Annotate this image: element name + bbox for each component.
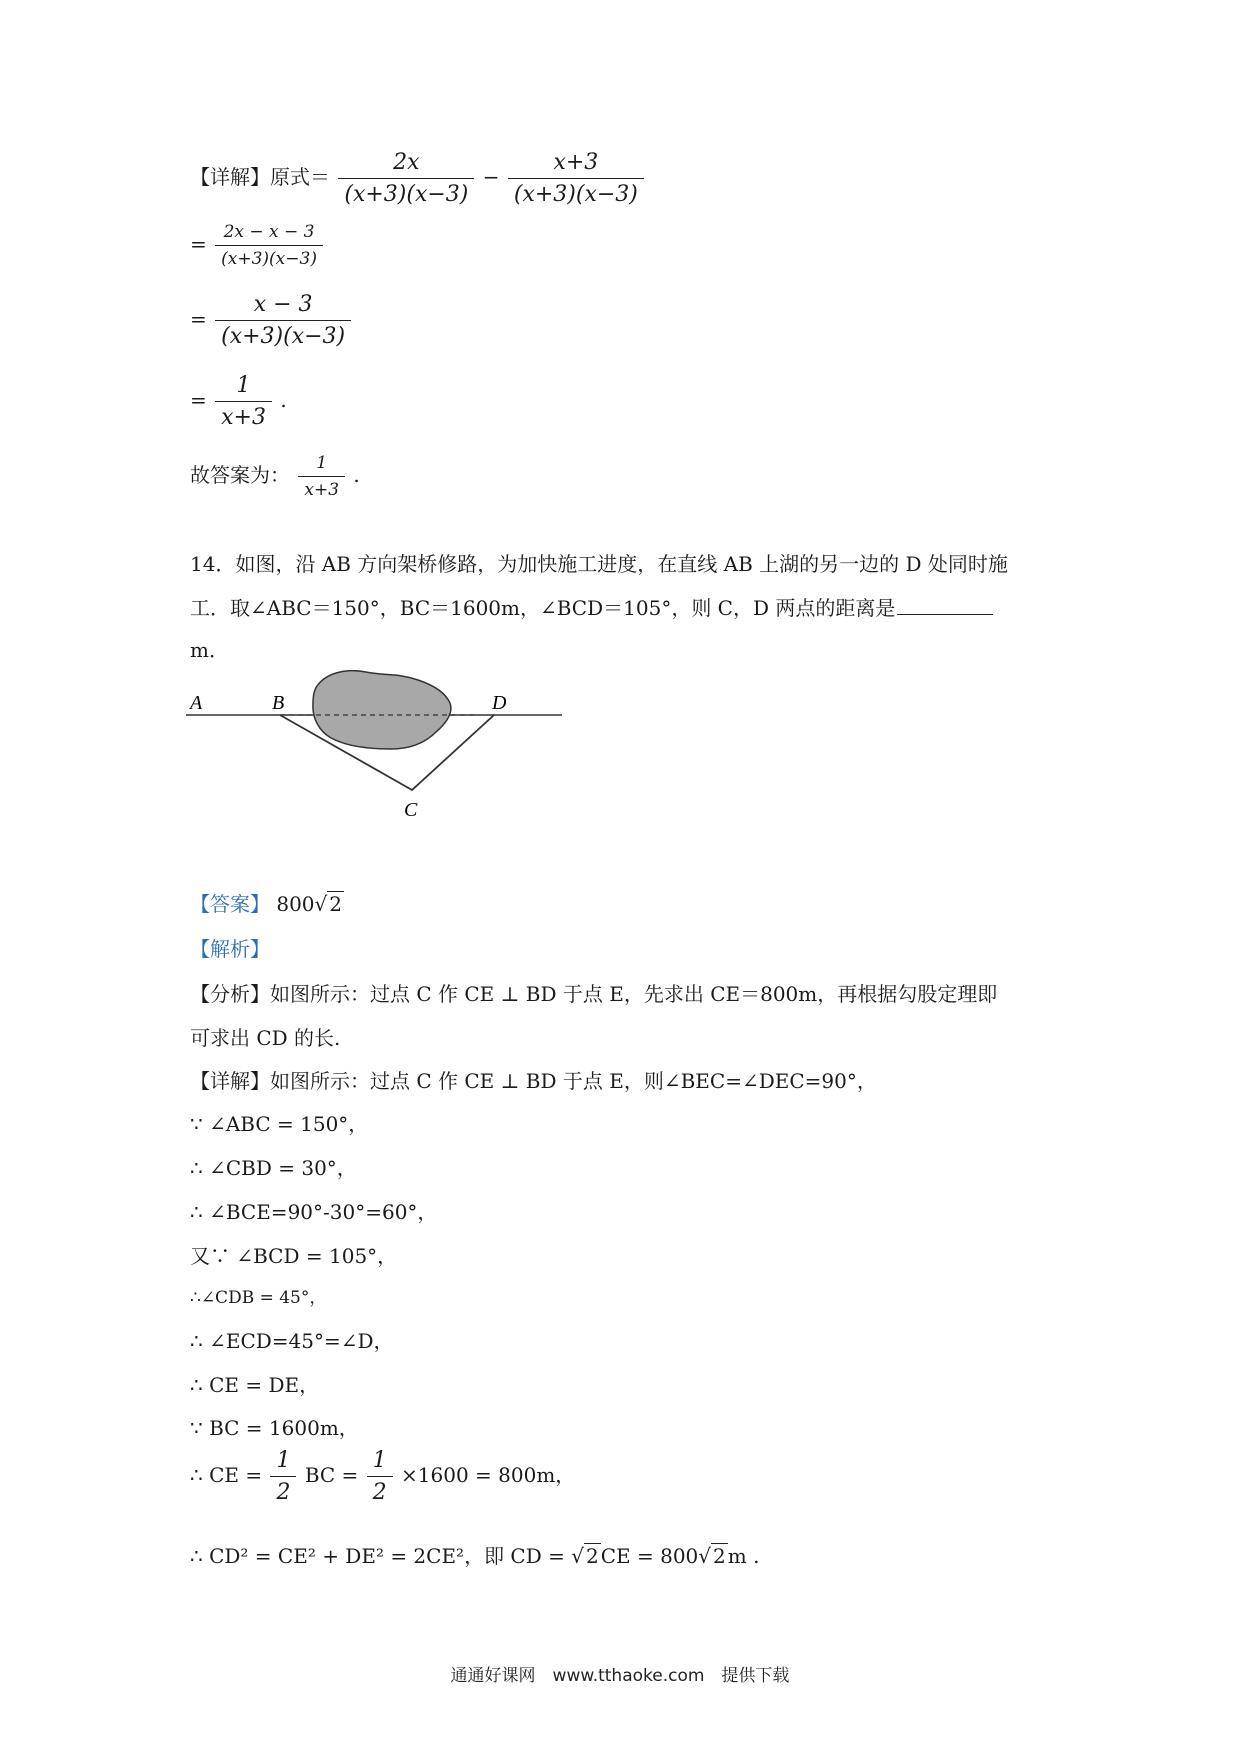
question-14-line-3: m．	[190, 638, 229, 662]
label-b: B	[272, 692, 285, 714]
fraction-1: $\frac{2x}{(x+3)(x-3)}$	[338, 150, 474, 207]
fraction-half-2: $\frac{1}{2}$	[367, 1448, 393, 1505]
step-3-line: = $\frac{x - 3}{(x+3)(x-3)}$	[190, 292, 353, 349]
detail-step-6: ∴∠CDB = 45°，	[190, 1288, 327, 1308]
final-answer-line: 故答案为： $\frac{1}{x+3}$ .	[190, 453, 360, 500]
question-14-line-2: 工．取∠ABC＝150°，BC＝1600m，∠BCD＝105°，则 C，D 两点的距离是	[190, 592, 993, 621]
detail-step-3: ∴ ∠CBD = 30°，	[190, 1156, 357, 1180]
analysis-line-1: 【分析】如图所示：过点 C 作 CE ⊥ BD 于点 E，先求出 CE＝800m，再根据勾股定理即	[190, 982, 998, 1006]
sqrt-symbol-1: √ 2	[571, 1544, 599, 1568]
label-c: C	[404, 799, 418, 821]
lake-bridge-figure	[186, 670, 576, 830]
page-footer: 通通好课网 www.tthaoke.com 提供下载	[450, 1666, 790, 1686]
fraction-2: $\frac{x+3}{(x+3)(x-3)}$	[508, 150, 644, 207]
fraction-half-1: $\frac{1}{2}$	[270, 1448, 296, 1505]
answer-line: 【答案】 800√ 2	[190, 892, 343, 916]
step-2-line: = $\frac{2x - x - 3}{(x+3)(x-3)}$	[190, 222, 325, 269]
ce-calculation-line: ∴ CE = $\frac{1}{2}$ BC = $\frac{1}{2}$ ×1600 = 800m，	[190, 1448, 576, 1505]
detail-step-4: ∴ ∠BCE=90°-30°=60°，	[190, 1200, 438, 1224]
cd-calculation-line: ∴ CD² = CE² + DE² = 2CE²，即 CD = √ 2 CE = 800√ 2 m .	[190, 1544, 760, 1568]
sqrt-symbol: √ 2	[314, 892, 343, 916]
analysis-line-2: 可求出 CD 的长.	[190, 1026, 341, 1050]
detail-step-9: ∵ BC = 1600m，	[190, 1416, 359, 1440]
minus-sign: −	[482, 165, 500, 189]
detail-step-2: ∵ ∠ABC = 150°，	[190, 1112, 369, 1136]
detail-step-1: 【详解】如图所示：过点 C 作 CE ⊥ BD 于点 E，则∠BEC=∠DEC=90°，	[190, 1069, 877, 1093]
detail-intro: 【详解】原式＝	[190, 165, 330, 189]
detail-step-7: ∴ ∠ECD=45°=∠D，	[190, 1329, 394, 1353]
label-d: D	[492, 692, 507, 714]
detail-expression-line	[190, 150, 646, 207]
fraction-step-4: $\frac{1}{x+3}$	[215, 373, 272, 430]
detail-step-5: 又∵ ∠BCD = 105°，	[190, 1244, 398, 1268]
fraction-final: $\frac{1}{x+3}$	[298, 453, 345, 500]
lake-shape	[313, 671, 451, 749]
analysis-tag: 【解析】	[190, 937, 270, 961]
step-4-line: = $\frac{1}{x+3}$ .	[190, 373, 287, 430]
question-14-line-1: 14．如图，沿 AB 方向架桥修路，为加快施工进度，在直线 AB 上湖的另一边的 D 处同时施	[190, 552, 1008, 576]
label-a: A	[190, 692, 203, 714]
answer-blank	[897, 614, 993, 615]
fraction-step-3: $\frac{x - 3}{(x+3)(x-3)}$	[215, 292, 351, 349]
detail-step-8: ∴ CE = DE，	[190, 1373, 320, 1397]
fraction-step-2: $\frac{2x - x - 3}{(x+3)(x-3)}$	[215, 222, 323, 269]
answer-tag: 【答案】	[190, 892, 270, 916]
sqrt-symbol-2: √ 2	[698, 1544, 726, 1568]
